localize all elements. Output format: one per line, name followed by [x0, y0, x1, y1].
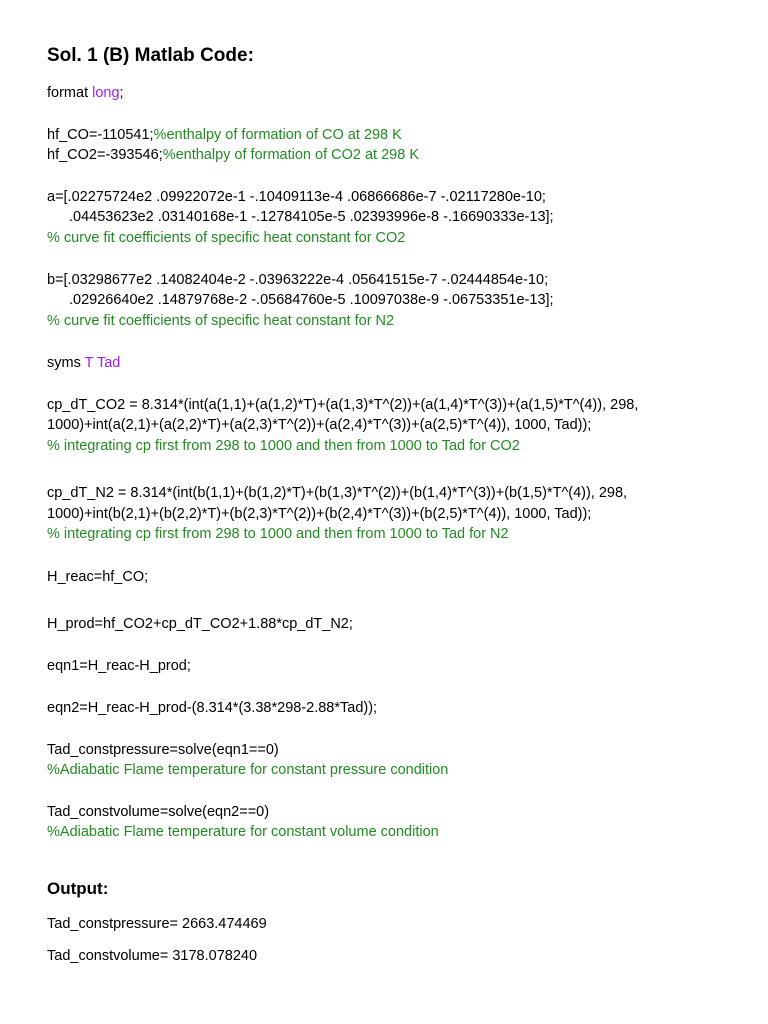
cp-co2-line-1: cp_dT_CO2 = 8.314*(int(a(1,1)+(a(1,2)*T)+(a(1,3)*T^(2))+(a(1,4)*T^(3))+(a(1,5)*T^(4)), 298,	[47, 397, 639, 413]
cp-n2-comment: % integrating cp first from 298 to 1000 and then from 1000 to Tad for N2	[47, 526, 509, 542]
b-matrix-comment: % curve fit coefficients of specific heat constant for N2	[47, 313, 395, 329]
a-matrix-line-1: a=[.02275724e2 .09922072e-1 -.10409113e-4 .06866686e-7 -.02117280e-10;	[47, 189, 546, 205]
hf-co-line	[47, 126, 402, 144]
h-reac-line: H_reac=hf_CO;	[47, 569, 149, 585]
cp-co2-comment: % integrating cp first from 298 to 1000 and then from 1000 to Tad for CO2	[47, 438, 520, 454]
hf-co2-statement: hf_CO2=-393546;	[47, 147, 163, 163]
cp-n2-line-2: 1000)+int(b(2,1)+(b(2,2)*T)+(b(2,3)*T^(2))+(b(2,4)*T^(3))+(b(2,5)*T^(4)), 1000, Tad));	[47, 506, 592, 522]
tad-volume-comment: %Adiabatic Flame temperature for constant volume condition	[47, 824, 439, 840]
tad-pressure-comment: %Adiabatic Flame temperature for constant pressure condition	[47, 762, 449, 778]
page-title: Sol. 1 (B) Matlab Code:	[47, 45, 254, 66]
b-matrix-line-2: .02926640e2 .14879768e-2 -.05684760e-5 .10097038e-9 -.06753351e-13];	[69, 292, 554, 308]
output-tad-pressure: Tad_constpressure= 2663.474469	[47, 916, 267, 932]
eqn2-line: eqn2=H_reac-H_prod-(8.314*(3.38*298-2.88*Tad));	[47, 700, 378, 716]
format-command: format	[47, 85, 89, 101]
hf-co-comment: %enthalpy of formation of CO at 298 K	[153, 127, 402, 143]
tad-volume-statement: Tad_constvolume=solve(eqn2==0)	[47, 804, 270, 820]
h-prod-line: H_prod=hf_CO2+cp_dT_CO2+1.88*cp_dT_N2;	[47, 616, 353, 632]
output-tad-volume: Tad_constvolume= 3178.078240	[47, 948, 258, 964]
tad-pressure-statement: Tad_constpressure=solve(eqn1==0)	[47, 742, 279, 758]
hf-co-statement: hf_CO=-110541;	[47, 127, 154, 143]
hf-co2-line	[47, 146, 419, 164]
cp-co2-line-2: 1000)+int(a(2,1)+(a(2,2)*T)+(a(2,3)*T^(2))+(a(2,4)*T^(3))+(a(2,5)*T^(4)), 1000, Tad));	[47, 417, 592, 433]
format-terminator: ;	[119, 85, 124, 101]
format-argument: long	[92, 85, 120, 101]
hf-co2-comment: %enthalpy of formation of CO2 at 298 K	[162, 147, 420, 163]
a-matrix-line-2: .04453623e2 .03140168e-1 -.12784105e-5 .02393996e-8 -.16690333e-13];	[69, 209, 554, 225]
a-matrix-comment: % curve fit coefficients of specific heat constant for CO2	[47, 230, 406, 246]
output-heading: Output:	[47, 879, 109, 898]
b-matrix-line-1: b=[.03298677e2 .14082404e-2 -.03963222e-4 .05641515e-7 -.02444854e-10;	[47, 272, 549, 288]
syms-command: syms	[47, 355, 81, 371]
format-line	[47, 84, 124, 102]
cp-n2-line-1: cp_dT_N2 = 8.314*(int(b(1,1)+(b(1,2)*T)+(b(1,3)*T^(2))+(b(1,4)*T^(3))+(b(1,5)*T^(4)), 298,	[47, 485, 628, 501]
syms-line	[47, 354, 120, 372]
eqn1-line: eqn1=H_reac-H_prod;	[47, 658, 191, 674]
syms-arguments: T Tad	[84, 355, 121, 371]
